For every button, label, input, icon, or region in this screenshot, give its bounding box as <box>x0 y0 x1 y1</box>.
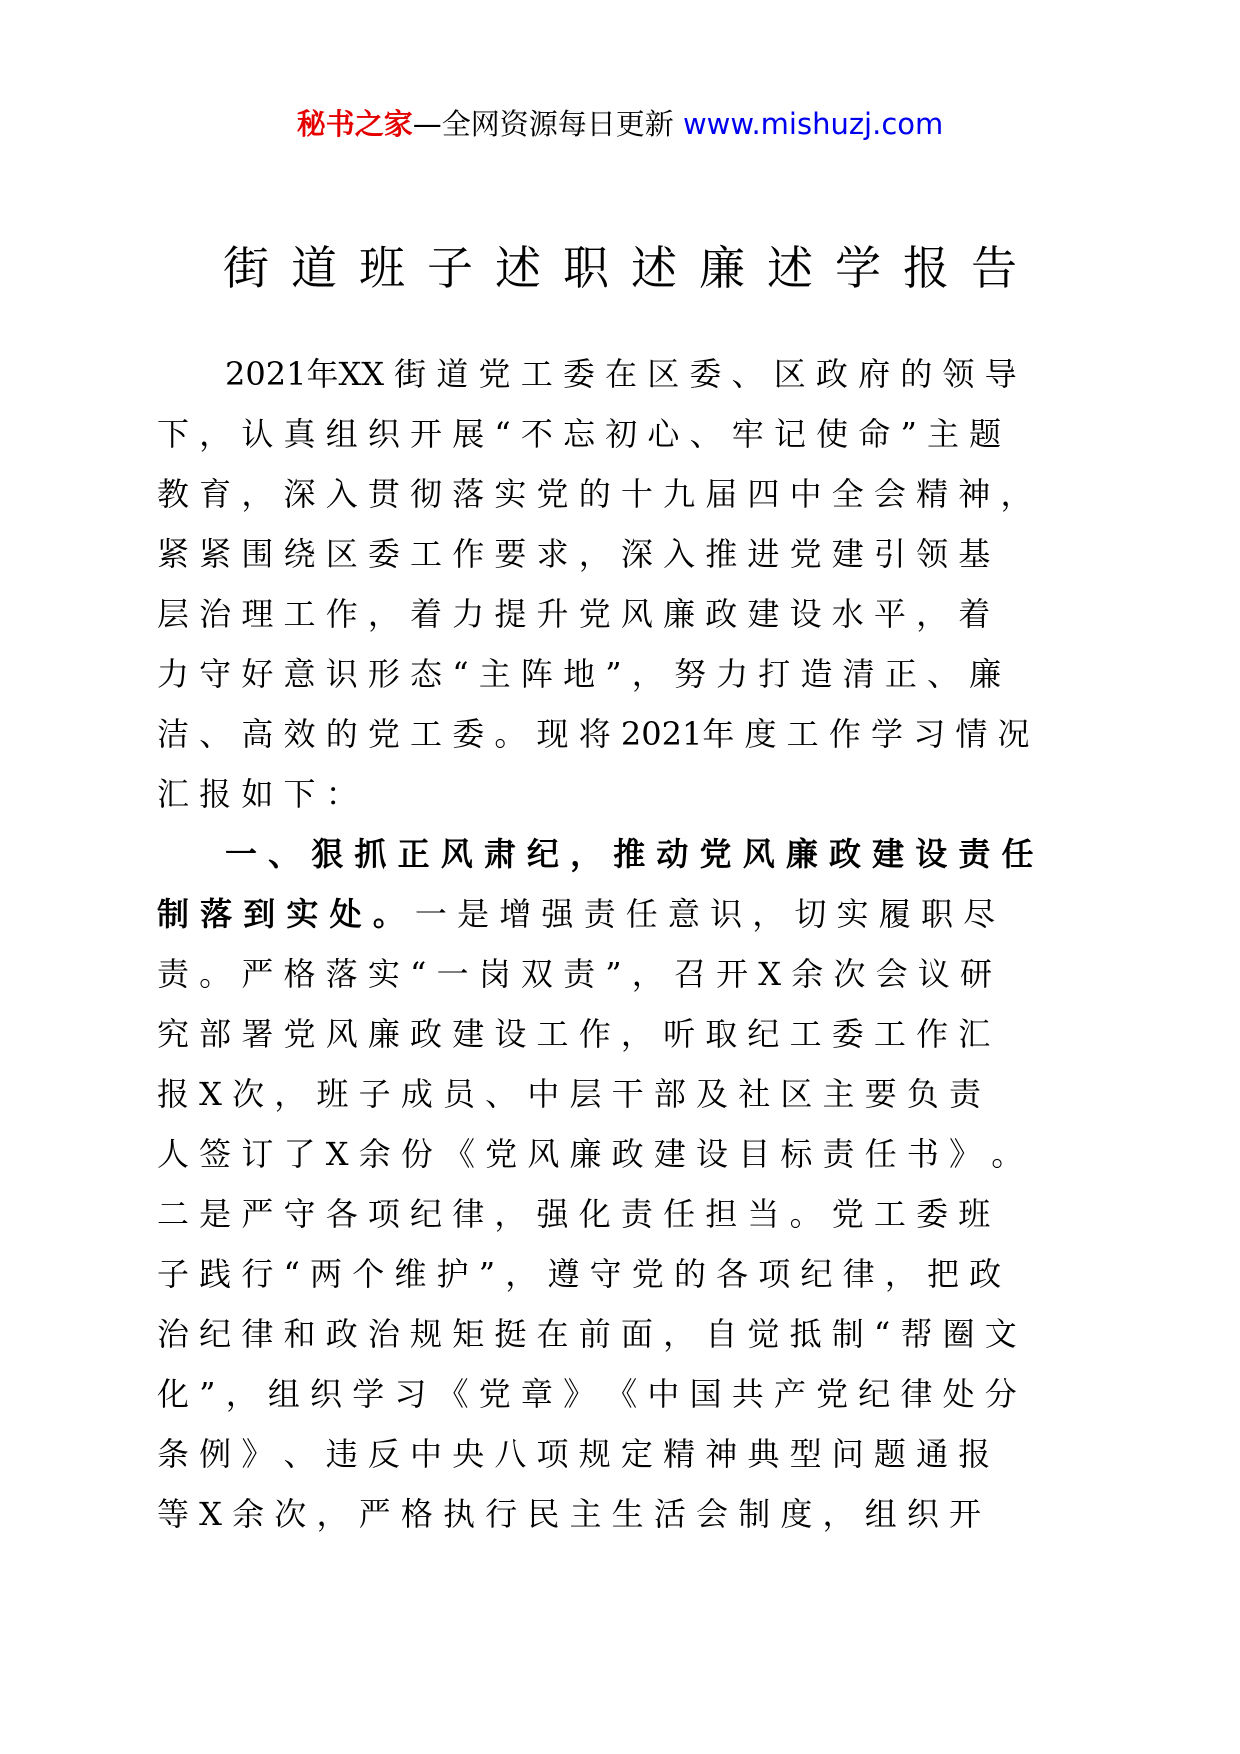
line-text: 究 部 署 党 风 廉 政 建 设 工 作 ， 听 取 纪 工 委 工 作 汇 <box>157 1015 991 1053</box>
line-text: 人 签 订 了 X 余 份 《 党 风 廉 政 建 设 目 标 责 任 书 》 。 <box>157 1135 1024 1173</box>
site-header <box>0 100 1240 148</box>
line-text: 洁 、 高 效 的 党 工 委 。 现 将 2021年 度 工 作 学 习 情 况 <box>157 715 1030 753</box>
line-text: 教 育 ， 深 入 贯 彻 落 实 党 的 十 九 届 四 中 全 会 精 神 ， <box>157 475 1033 513</box>
line-text: 汇 报 如 下 ： <box>157 775 358 813</box>
header-tagline: —全网资源每日更新 <box>412 107 674 141</box>
line-text: 子 践 行 “ 两 个 维 护 ” ， 遵 守 党 的 各 项 纪 律 ， 把 政 <box>157 1255 1002 1293</box>
line-text: 层 治 理 工 作 ， 着 力 提 升 党 风 廉 政 建 设 水 平 ， 着 <box>157 595 991 633</box>
brand-name: 秘书之家 <box>296 107 413 141</box>
header-url-link[interactable]: www.mishuzj.com <box>682 107 944 141</box>
line-text: 力 守 好 意 识 形 态 “ 主 阵 地 ” ， 努 力 打 造 清 正 、 廉 <box>157 655 1002 693</box>
line-text: 二 是 严 守 各 项 纪 律 ， 强 化 责 任 担 当 。 党 工 委 班 <box>157 1195 991 1233</box>
line-text: 责 。 严 格 落 实 “ 一 岗 双 责 ” ， 召 开 X 余 次 会 议 研 <box>157 955 992 993</box>
line-text: 一 是 增 强 责 任 意 识 ， 切 实 履 职 尽 <box>404 895 996 933</box>
line-text: 等 X 余 次 ， 严 格 执 行 民 主 生 活 会 制 度 ， 组 织 开 <box>157 1495 982 1533</box>
line-text: 紧 紧 围 绕 区 委 工 作 要 求 ， 深 入 推 进 党 建 引 领 基 <box>157 535 991 573</box>
line-text: 2021年XX 街 道 党 工 委 在 区 委 、 区 政 府 的 领 导 <box>225 355 1017 393</box>
paragraph-line <box>157 344 1017 404</box>
line-text: 报 X 次 ， 班 子 成 员 、 中 层 干 部 及 社 区 主 要 负 责 <box>157 1075 982 1113</box>
section-heading-line <box>157 824 1034 884</box>
line-text: 条 例 》 、 违 反 中 央 八 项 规 定 精 神 典 型 问 题 通 报 <box>157 1435 991 1473</box>
line-text: 一 、 狠 抓 正 风 肃 纪 ， 推 动 党 风 廉 政 建 设 责 任 <box>225 835 1034 873</box>
line-text: 下 ， 认 真 组 织 开 展 “ 不 忘 初 心 、 牢 记 使 命 ” 主 题 <box>157 415 1002 453</box>
line-text: 化 ” ， 组 织 学 习 《 党 章 》 《 中 国 共 产 党 纪 律 处 分 <box>157 1375 1017 1413</box>
bold-lead-text: 制 落 到 实 处 。 <box>157 895 405 933</box>
line-text: 治 纪 律 和 政 治 规 矩 挺 在 前 面 ， 自 觉 抵 制 “ 帮 圈 文 <box>157 1315 1017 1353</box>
document-title: 街道班子述职述廉述学报告 <box>223 241 1039 295</box>
